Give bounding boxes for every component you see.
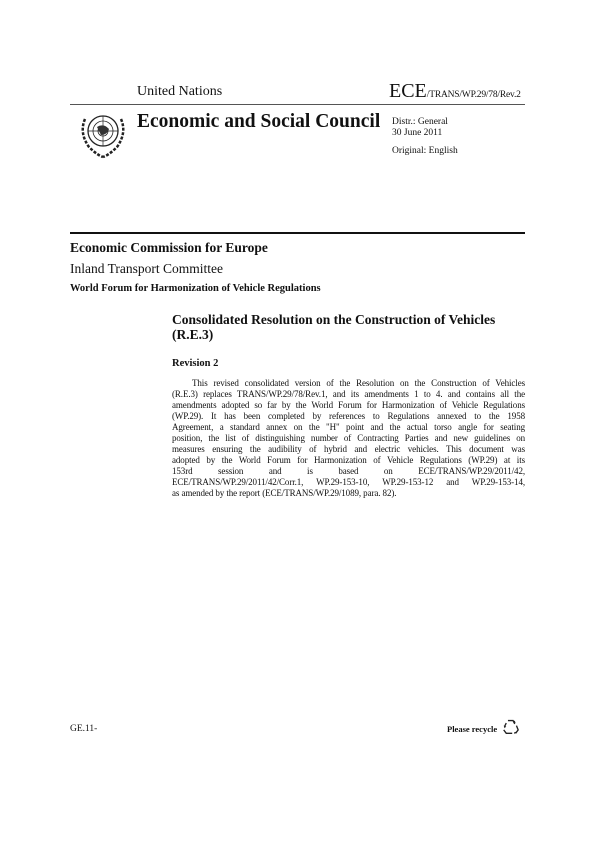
title-line: (R.E.3): [172, 327, 214, 342]
distribution: Distr.: General: [392, 117, 448, 127]
please-recycle-label: Please recycle: [447, 724, 498, 734]
paragraph-line: (WP.29). It has been completed by references to Regulations annexed to the 1958: [172, 411, 525, 421]
paragraph-line: (R.E.3) replaces TRANS/WP.29/78/Rev.1, and its amendments 1 to 4. and contains all the: [172, 389, 525, 399]
paragraph-line: measures ensuring the audibility of hybrid and electric vehicles. This document was: [172, 444, 525, 454]
paragraph-line: Agreement, a standard annex on the "H" point and the actual torso angle for seating: [172, 422, 525, 432]
section-rule: [70, 232, 525, 234]
paragraph-line: amendments adopted so far by the World Forum for Harmonization of Vehicle Regulations: [172, 400, 525, 410]
summary-paragraph: [172, 378, 525, 499]
paragraph-line: 153rd session and is based on ECE/TRANS/WP.29/2011/42,: [172, 466, 525, 476]
paragraph-line: ECE/TRANS/WP.29/2011/42/Corr.1, WP.29-153-10, WP.29-153-12 and WP.29-153-14,: [172, 477, 525, 487]
paragraph-line: position, the list of distinguishing number of Contracting Parties and new guidelines on: [172, 433, 525, 443]
distribution-info: [392, 117, 448, 139]
un-emblem-icon: [77, 107, 129, 162]
original-language: Original: English: [392, 146, 458, 156]
organization-name: United Nations: [137, 84, 223, 99]
forum-heading: World Forum for Harmonization of Vehicle Regulations: [70, 283, 321, 294]
paragraph-line: as amended by the report (ECE/TRANS/WP.29/1089, para. 82).: [172, 488, 397, 498]
paragraph-line: adopted by the World Forum for Harmonization of Vehicle Regulations (WP.29) at its: [172, 455, 525, 465]
document-title: [172, 312, 495, 342]
paragraph-line: This revised consolidated version of the Resolution on the Construction of Vehicles: [192, 378, 525, 388]
title-line: Consolidated Resolution on the Construction of Vehicles: [172, 312, 496, 327]
recycle-icon: [502, 718, 519, 735]
committee-heading: Inland Transport Committee: [70, 261, 223, 276]
job-number: GE.11-: [70, 724, 98, 734]
document-symbol: [389, 80, 521, 106]
symbol-main: ECE: [389, 80, 427, 102]
council-title: Economic and Social Council: [137, 111, 381, 132]
revision-heading: Revision 2: [172, 358, 219, 369]
commission-heading: Economic Commission for Europe: [70, 240, 268, 255]
issue-date: 30 June 2011: [392, 128, 443, 138]
header-rule: [70, 104, 525, 105]
symbol-rest: /TRANS/WP.29/78/Rev.2: [426, 90, 521, 100]
